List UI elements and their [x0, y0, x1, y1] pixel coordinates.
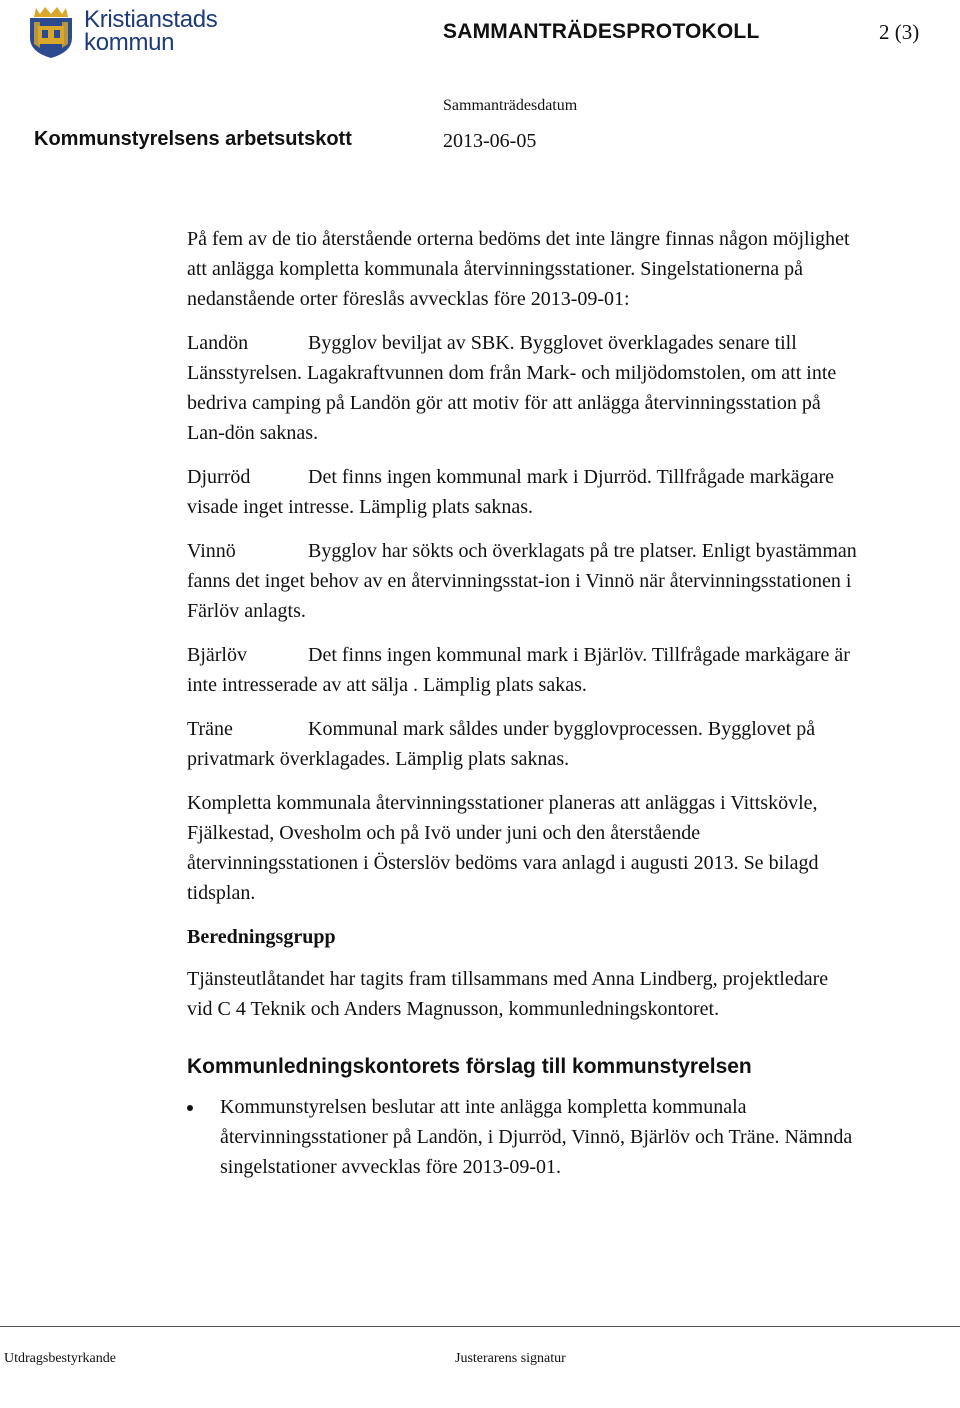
location-name: Djurröd [187, 466, 251, 488]
preparation-group-heading: Beredningsgrupp [187, 926, 336, 948]
kristianstad-kommun-logo [26, 4, 216, 60]
footer-certification-label: Utdragsbestyrkande [4, 1351, 116, 1366]
location-description: Det finns ingen kommunal mark i Bjärlöv. Tillfrågade markägare är inte intresserade av att sälja . Lämplig plats sakas. [187, 644, 850, 696]
proposal-heading: Kommunledningskontorets förslag till kommunstyrelsen [187, 1055, 752, 1078]
meeting-date-value: 2013-06-05 [443, 130, 537, 152]
location-entry-trane [187, 714, 857, 774]
location-description: Det finns ingen kommunal mark i Djurröd. Tillfrågade markägare visade inget intresse. Lämplig plats saknas. [187, 466, 834, 518]
footer-signature-label: Justerarens signatur [455, 1351, 566, 1366]
document-title: SAMMANTRÄDESPROTOKOLL [443, 20, 760, 43]
proposal-bullet-item [187, 1092, 857, 1182]
location-entry-djurrod [187, 462, 857, 522]
location-description: Bygglov har sökts och överklagats på tre platser. Enligt byastämman fanns det inget behov av en återvinningsstat-ion i Vinnö när återvinningsstationen i Färlöv anlagts. [187, 540, 857, 622]
coat-of-arms-icon [26, 4, 76, 60]
location-description: Bygglov beviljat av SBK. Bygglovet överklagades senare till Länsstyrelsen. Lagakraftvunnen dom från Mark- och miljödomstolen, om att inte bedriva camping på Landön gör att motiv för att anlägga återvinningsstation på Lan-dön saknas. [187, 332, 837, 444]
footer-divider [0, 1326, 960, 1327]
logo-line-1: Kristianstads [84, 6, 218, 33]
planned-stations-paragraph: Kompletta kommunala återvinningsstationer planeras att anläggas i Vittskövle, Fjälkestad, Ovesholm och på Ivö under juni och den återstående återvinningsstationen i Österslöv bedöms vara anlagd i augusti 2013. Se bilagd tidsplan. [187, 792, 819, 904]
document-body [187, 224, 857, 1182]
bullet-icon [187, 1105, 193, 1111]
location-name: Bjärlöv [187, 644, 247, 666]
intro-paragraph: På fem av de tio återstående orterna bedöms det inte längre finnas någon möjlighet att anlägga kompletta kommunala återvinningsstationer. Singelstationerna på nedanstående orter föreslås avvecklas före 2013-09-01: [187, 228, 850, 310]
proposal-bullet-text: Kommunstyrelsen beslutar att inte anlägga kompletta kommunala återvinningsstationer på Landön, i Djurröd, Vinnö, Bjärlöv och Träne. Nämnda singelstationer avvecklas före 2013-09-01. [220, 1096, 853, 1178]
location-name: Landön [187, 332, 249, 354]
meeting-date-label: Sammanträdesdatum [443, 97, 578, 114]
location-description: Kommunal mark såldes under bygglovprocessen. Bygglovet på privatmark överklagades. Lämplig plats saknas. [187, 718, 816, 770]
page-number: 2 (3) [879, 20, 920, 44]
location-entry-landon [187, 328, 857, 448]
logo-line-2: kommun [84, 29, 175, 56]
location-name: Vinnö [187, 540, 236, 562]
committee-name: Kommunstyrelsens arbetsutskott [34, 128, 352, 150]
logo-wordmark [84, 8, 218, 54]
preparation-group-text: Tjänsteutlåtandet har tagits fram tillsammans med Anna Lindberg, projektledare vid C 4 Teknik och Anders Magnusson, kommunledningskontoret. [187, 968, 829, 1020]
location-entry-vinno [187, 536, 857, 626]
location-entry-bjarlov [187, 640, 857, 700]
location-name: Träne [187, 718, 233, 740]
